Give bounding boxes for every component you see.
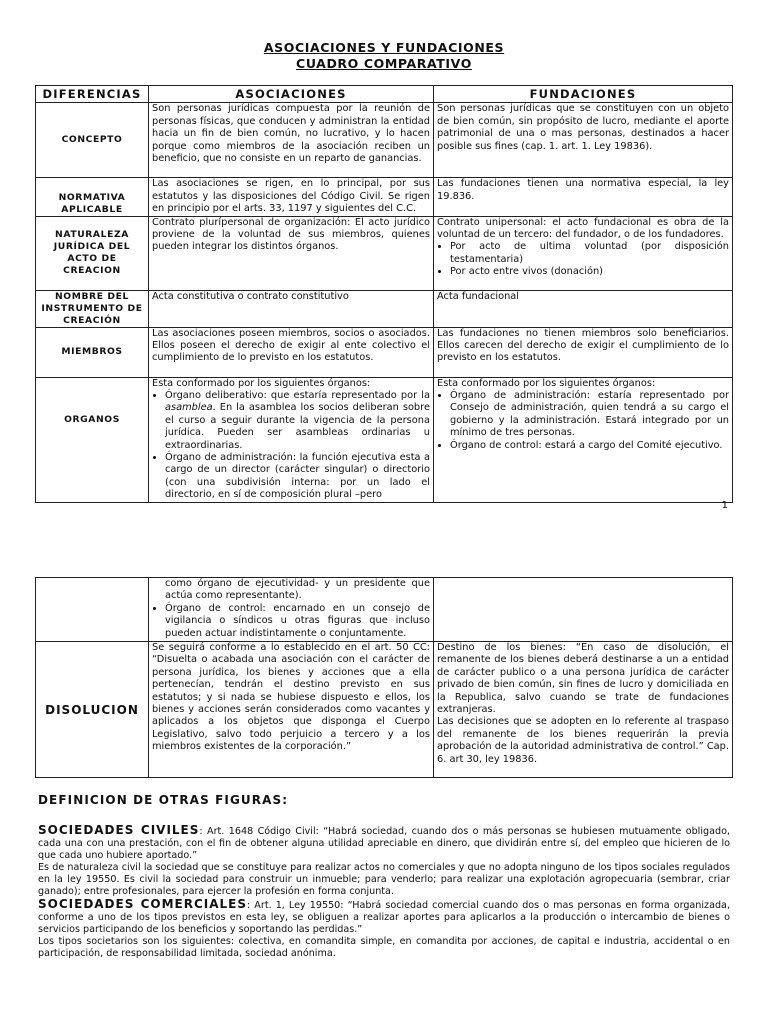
table-row	[36, 290, 733, 327]
row-label-miembros: MIEMBROS	[36, 327, 149, 377]
cell-fundaciones: Son personas jurídicas que se constituyen con un objeto de bien común, sin propósito de lucro, mediante el aporte patrimonial de una o mas personas, destinados a hacer posible sus fines (cap. 1. art. 1. Ley 19836).	[434, 103, 733, 178]
paragraph: Es de naturaleza civil la sociedad que se constituye para realizar actos no comerciales y que no adopta ninguno de los tipos sociales regulados en la ley 19550. Es civil la sociedad para construir un inmueble; para venderlo; para realizar una explotación agropecuaria (sembrar, criar ganado); entre profesionales, para ejercer la profesión en forma conjunta.	[38, 862, 730, 897]
cell-empty	[36, 578, 149, 642]
document-title: ASOCIACIONES Y FUNDACIONES	[263, 40, 505, 55]
sociedades-comerciales-section	[38, 898, 730, 960]
row-label-normativa: NORMATIVA APLICABLE	[36, 178, 149, 216]
row-label-disolucion: DISOLUCION	[36, 642, 149, 778]
cell-asociaciones: Se seguirá conforme a lo establecido en el art. 50 CC: “Disuelta o acabada una asociación con el carácter de persona jurídica, los bienes y acciones que a ella pertenecían, tendrán el destino previsto en sus estatutos; y si nada se hubiese dispuesto e ellos, los bienes y acciones serán considerados como vacantes y aplicados a los objetos que disponga el Cuerpo Legislativo, salvo todo perjuicio a tercero y a los miembros existentes de la corporación.”	[149, 642, 434, 778]
paragraph-text: : Art. 1648 Código Civil: “Habrá sociedad, cuando dos o más personas se hubiesen mutuamente obligado, cada una con una prestación, con el fin de obtener alguna utilidad apreciable en dinero, que dividirán entre sí, del empleo que hicieren de lo que cada uno hubiere aportado.”	[38, 826, 730, 861]
cell-fundaciones	[434, 377, 733, 502]
row-label-nombre: NOMBRE DEL INSTRUMENTO DE CREACIÓN	[36, 290, 149, 327]
cell-asociaciones: Las asociaciones se rigen, en lo principal, por sus estatutos y las disposiciones del Código Civil. Se rigen en principio por el arts. 33, 1197 y siguientes del C.C.	[149, 178, 434, 216]
document-titles	[0, 40, 768, 72]
cell-asociaciones	[149, 377, 434, 502]
table-row	[36, 216, 733, 290]
list-item: • Órgano de control: estará a cargo del Comité ejecutivo.	[450, 440, 729, 452]
list-item	[165, 390, 430, 452]
table-row	[36, 578, 733, 642]
row-label-organos: ORGANOS	[36, 377, 149, 502]
comparison-table	[35, 85, 733, 503]
cell-fundaciones: Las fundaciones tienen una normativa especial, la ley 19.836.	[434, 178, 733, 216]
emphasis-text: asamblea	[165, 402, 213, 414]
list-item: • Órgano de administración: la función ejecutiva esta a cargo de un director (carácter singular) o directorio (con una subdivisión interna: por un lado el directorio, en sí de composición plural –pero	[165, 452, 430, 502]
list-item-text: . En la asamblea los socios deliberan sobre el curso a seguir durante la vigencia de la persona jurídica. Pueden ser asambleas ordinarias u extraordinarias.	[165, 402, 430, 451]
cell-text: Esta conformado por los siguientes órganos:	[152, 377, 371, 389]
bullet-list	[152, 603, 430, 640]
table-row	[36, 327, 733, 377]
table-header-row	[36, 86, 733, 103]
cell-asociaciones	[149, 578, 434, 642]
paragraph	[38, 824, 730, 862]
cell-text: Esta conformado por los siguientes órganos:	[437, 377, 656, 389]
column-header-diferencias: DIFERENCIAS	[36, 86, 149, 103]
cell-asociaciones: Son personas jurídicas compuesta por la reunión de personas físicas, que conducen y administran la entidad hacia un fin de bien común, no lucrativo, y lo hacen porque como miembros de la asociación reciben un beneficio, que no consiste en un reparto de ganancias.	[149, 103, 434, 178]
cell-fundaciones: Las fundaciones no tienen miembros solo beneficiarios. Ellos carecen del derecho de exigir el cumplimiento de lo previsto en los estatutos.	[434, 327, 733, 377]
list-item: • Por acto entre vivos (donación)	[450, 266, 729, 278]
cell-text: Destino de los bienes: “En caso de disolución, el remanente de los bienes deberá destinarse a un a entidad de carácter publico o a una persona jurídica de carácter privado de bien común, sin fines de lucro y domiciliada en la Republica, salvo cuando se trate de fundaciones extranjeras.	[437, 642, 729, 716]
table-row	[36, 642, 733, 778]
term-label: SOCIEDADES CIVILES	[38, 823, 200, 837]
cell-text: Contrato unipersonal: el acto fundacional es obra de la voluntad de un tercero: del fundador, o de los fundadores.	[437, 216, 729, 241]
paragraph-text: : Art. 1, Ley 19550: “Habrá sociedad comercial cuando dos o mas personas en forma organizada, conforme a uno de los tipos previstos en esta ley, se obliguen a realizar aportes para aplicarlos a la producción o intercambio de bienes o servicios participando de los beneficios y soportando las perdidas.”	[38, 900, 730, 935]
cell-empty	[434, 578, 733, 642]
bullet-list	[437, 241, 729, 278]
page-number: 1	[721, 500, 728, 511]
paragraph: Los tipos societarios son los siguientes: colectiva, en comandita simple, en comandita por acciones, de capital e industria, accidental o en participación, de responsabilidad limitada, sociedad anónima.	[38, 936, 730, 959]
paragraph	[38, 898, 730, 936]
term-label: SOCIEDADES COMERCIALES	[38, 897, 247, 911]
list-item: • Órgano de administración: estaría representado por Consejo de administración, quien tendrá a su cargo el gobierno y la administración. Estará integrado por un mínimo de tres personas.	[450, 390, 729, 440]
list-item: • Órgano de control: encarnado en un consejo de vigilancia o síndicos u otras figuras que incluso pueden actuar indistintamente o conjuntamente.	[165, 603, 430, 640]
document-subtitle: CUADRO COMPARATIVO	[296, 56, 472, 71]
cell-asociaciones: Contrato plurípersonal de organización: El acto jurídico proviene de la voluntad de sus miembros, quienes pueden integrar los distintos órganos.	[149, 216, 434, 290]
cell-text: como órgano de ejecutividad- y un presidente que actúa como representante).	[165, 578, 430, 602]
cell-fundaciones: Acta fundacional	[434, 290, 733, 327]
cell-asociaciones: Las asociaciones poseen miembros, socios o asociados. Ellos poseen el derecho de exigir al ente colectivo el cumplimiento de lo previsto en los estatutos.	[149, 327, 434, 377]
bullet-list	[152, 390, 430, 502]
table-row	[36, 103, 733, 178]
column-header-asociaciones: ASOCIACIONES	[149, 86, 434, 103]
column-header-fundaciones: FUNDACIONES	[434, 86, 733, 103]
table-row	[36, 377, 733, 502]
sociedades-civiles-section	[38, 824, 730, 898]
comparison-table-continued	[35, 577, 733, 778]
cell-text: Las decisiones que se adopten en lo referente al traspaso del remanente de los bienes requerirán la previa aprobación de la autoridad administrativa de control.” Cap. 6. art 30, ley 19836.	[437, 716, 729, 765]
bullet-list	[437, 390, 729, 452]
section-heading: DEFINICION DE OTRAS FIGURAS:	[38, 793, 289, 807]
list-item-text: Órgano deliberativo: que estaría representado por la	[165, 390, 430, 402]
table-row	[36, 178, 733, 216]
cell-asociaciones: Acta constitutiva o contrato constitutivo	[149, 290, 434, 327]
list-item: • Por acto de ultima voluntad (por disposición testamentaria)	[450, 241, 729, 266]
cell-fundaciones	[434, 642, 733, 778]
row-label-concepto: CONCEPTO	[36, 103, 149, 178]
cell-fundaciones	[434, 216, 733, 290]
row-label-naturaleza: NATURALEZA JURÍDICA DEL ACTO DE CREACION	[36, 216, 149, 290]
